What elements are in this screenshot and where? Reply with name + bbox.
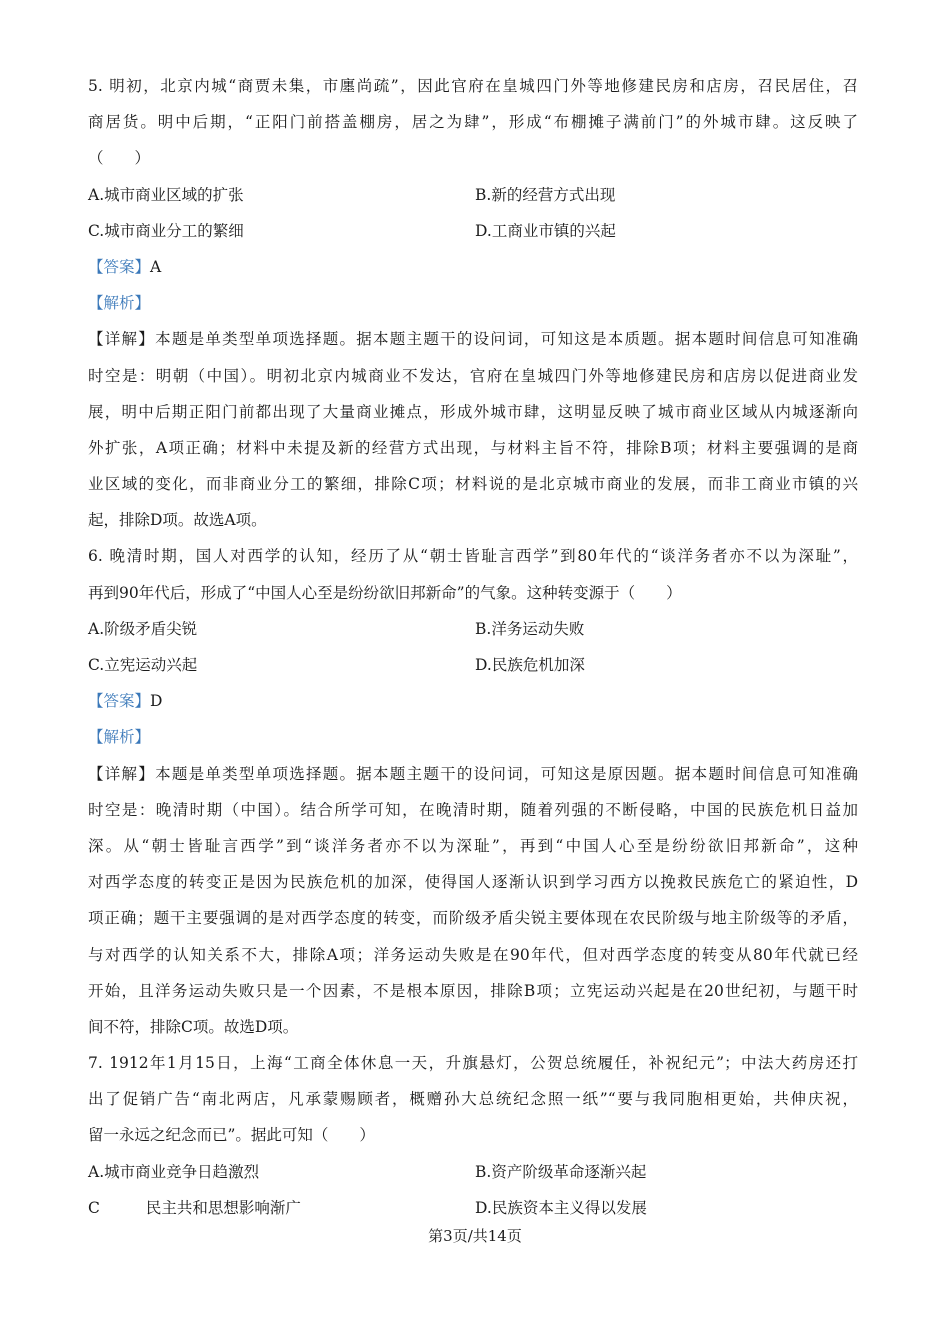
option-text: 新的经营方式出现 bbox=[491, 185, 616, 204]
option-b bbox=[475, 1154, 646, 1190]
detail-text: 本题是单类型单项选择题。据本题主题干的设问词，可知这是本质题。据本题时间信息可知准确 bbox=[155, 330, 858, 349]
option-text: 资产阶级革命逐渐兴起 bbox=[491, 1162, 647, 1181]
question-stem-line: 7. 1912年1月15日，上海“工商全体休息一天，升旗悬灯，公贺总统履任，补祝纪元”；中法大药房还打 bbox=[88, 1054, 858, 1073]
detail-text: 业区域的变化，而非商业分工的繁细，排除C项；材料说的是北京城市商业的发展，而非工商业市镇的兴 bbox=[88, 475, 858, 494]
question-stem-line: 5. 明初，北京内城“商贾未集，市廛尚疏”，因此官府在皇城四门外等地修建民房和店房，召民居住，召 bbox=[88, 77, 858, 95]
option-c bbox=[88, 213, 244, 249]
document-body bbox=[88, 68, 858, 1226]
option-c bbox=[88, 1190, 301, 1226]
option-text: 工商业市镇的兴起 bbox=[491, 221, 616, 240]
detail-label: 【详解】 bbox=[88, 330, 156, 349]
option-label: D. bbox=[475, 1198, 492, 1217]
option-b bbox=[475, 611, 584, 647]
detail-text: 时空是：明朝（中国）。明初北京内城商业不发达，官府在皇城四门外等地修建民房和店房以促进商业发 bbox=[88, 366, 858, 385]
detail-text: 对西学态度的转变正是因为民族危机的加深，使得国人逐渐认识到学习西方以挽救民族危亡的紧迫性，D bbox=[88, 873, 858, 892]
answer-line bbox=[88, 683, 858, 719]
analysis-line bbox=[88, 719, 858, 755]
option-text: 城市商业区域的扩张 bbox=[104, 185, 244, 204]
question-stem-line: 出了促销广告“南北两店，凡承蒙赐顾者，概赠孙大总统纪念照一纸”“要与我同胞相更始，共伸庆祝， bbox=[88, 1090, 858, 1109]
detail-text: 深。从“朝士皆耻言西学”到“谈洋务者亦不以为深耻”，再到“中国人心至是纷纷欲旧邦新命”，这种 bbox=[88, 836, 858, 855]
question-stem-line: （ ） bbox=[88, 149, 151, 168]
question-stem-line: 留一永远之纪念而已”。据此可知（ ） bbox=[88, 1126, 375, 1145]
detail-line bbox=[88, 900, 858, 936]
option-text: 立宪运动兴起 bbox=[104, 656, 198, 674]
option-label: D. bbox=[475, 656, 492, 674]
option-c bbox=[88, 647, 197, 683]
detail-line bbox=[88, 466, 858, 502]
detail-text: 起，排除D项。故选A项。 bbox=[88, 511, 267, 530]
analysis-line bbox=[88, 285, 858, 321]
answer-value: D bbox=[150, 692, 163, 711]
option-row bbox=[88, 611, 858, 647]
option-label: B. bbox=[475, 1162, 492, 1181]
question-stem-line: 商居货。明中后期，“正阳门前搭盖棚房，居之为肆”，形成“布棚摊子满前门”的外城市肆。这反映了 bbox=[88, 113, 858, 132]
answer-value: A bbox=[150, 257, 162, 276]
detail-line bbox=[88, 430, 858, 466]
detail-line bbox=[88, 756, 858, 792]
detail-line bbox=[88, 394, 858, 430]
detail-text: 时空是：晚清时期（中国）。结合所学可知，在晚清时期，随着列强的不断侵略，中国的民族危机日益加 bbox=[88, 800, 858, 819]
option-a bbox=[88, 177, 244, 213]
detail-line bbox=[88, 864, 858, 900]
option-d bbox=[475, 1190, 647, 1226]
answer-label: 【答案】 bbox=[88, 692, 151, 711]
detail-text: 开始，且洋务运动失败只是一个因素，不是根本原因，排除B项；立宪运动兴起是在20世纪初，与题干时 bbox=[88, 981, 858, 1000]
option-text: 城市商业竞争日趋激烈 bbox=[104, 1162, 260, 1181]
detail-text: 间不符，排除C项。故选D项。 bbox=[88, 1017, 299, 1036]
page-footer: 第3页/共14页 bbox=[428, 1227, 522, 1245]
option-text: 民族资本主义得以发展 bbox=[491, 1198, 647, 1217]
option-b bbox=[475, 177, 615, 213]
option-a bbox=[88, 1154, 259, 1190]
option-a bbox=[88, 611, 197, 647]
option-text: 城市商业分工的繁细 bbox=[104, 221, 244, 240]
detail-line bbox=[88, 1009, 858, 1045]
option-label: A. bbox=[88, 619, 105, 638]
detail-line bbox=[88, 502, 858, 538]
detail-line bbox=[88, 973, 858, 1009]
option-label: C. bbox=[88, 656, 105, 674]
detail-line bbox=[88, 321, 858, 357]
option-d bbox=[475, 213, 616, 249]
option-row bbox=[88, 1154, 858, 1190]
detail-line bbox=[88, 358, 858, 394]
answer-line bbox=[88, 249, 858, 285]
question-stem-line: 6. 晚清时期，国人对西学的认知，经历了从“朝士皆耻言西学”到80年代的“谈洋务者亦不以为深耻”， bbox=[88, 547, 858, 566]
option-label: C bbox=[88, 1198, 100, 1217]
detail-text: 与对西学的认知关系不大，排除A项；洋务运动失败是在90年代，但对西学态度的转变从80年代就已经 bbox=[88, 945, 858, 964]
option-label: D. bbox=[475, 221, 492, 240]
detail-line bbox=[88, 937, 858, 973]
option-label: C. bbox=[88, 221, 105, 240]
detail-text: 项正确；题干主要强调的是对西学态度的转变，而阶级矛盾尖锐主要体现在农民阶级与地主阶级等的矛盾， bbox=[88, 909, 858, 928]
option-text: 阶级矛盾尖锐 bbox=[104, 619, 198, 638]
option-label: A. bbox=[88, 1162, 105, 1181]
option-label: B. bbox=[475, 185, 492, 204]
option-text: 洋务运动失败 bbox=[491, 619, 585, 638]
option-row bbox=[88, 213, 858, 249]
option-row bbox=[88, 177, 858, 213]
answer-label: 【答案】 bbox=[88, 257, 151, 276]
detail-text: 本题是单类型单项选择题。据本题主题干的设问词，可知这是原因题。据本题时间信息可知准确 bbox=[155, 764, 858, 783]
question-stem-line: 再到90年代后，形成了“中国人心至是纷纷欲旧邦新命”的气象。这种转变源于（ ） bbox=[88, 583, 682, 602]
detail-line bbox=[88, 792, 858, 828]
analysis-label: 【解析】 bbox=[88, 728, 151, 747]
option-text: 民主共和思想影响渐广 bbox=[145, 1198, 301, 1217]
detail-line bbox=[88, 828, 858, 864]
option-text: 民族危机加深 bbox=[491, 656, 585, 674]
detail-text: 展，明中后期正阳门前都出现了大量商业摊点，形成外城市肆，这明显反映了城市商业区域从内城逐渐向 bbox=[88, 402, 858, 421]
detail-label: 【详解】 bbox=[88, 764, 156, 783]
option-d bbox=[475, 647, 585, 683]
option-row bbox=[88, 1190, 858, 1226]
option-label: A. bbox=[88, 185, 105, 204]
detail-text: 外扩张，A项正确；材料中未提及新的经营方式出现，与材料主旨不符，排除B项；材料主要强调的是商 bbox=[88, 438, 858, 457]
option-label: B. bbox=[475, 619, 492, 638]
option-row bbox=[88, 647, 858, 683]
analysis-label: 【解析】 bbox=[88, 294, 151, 313]
